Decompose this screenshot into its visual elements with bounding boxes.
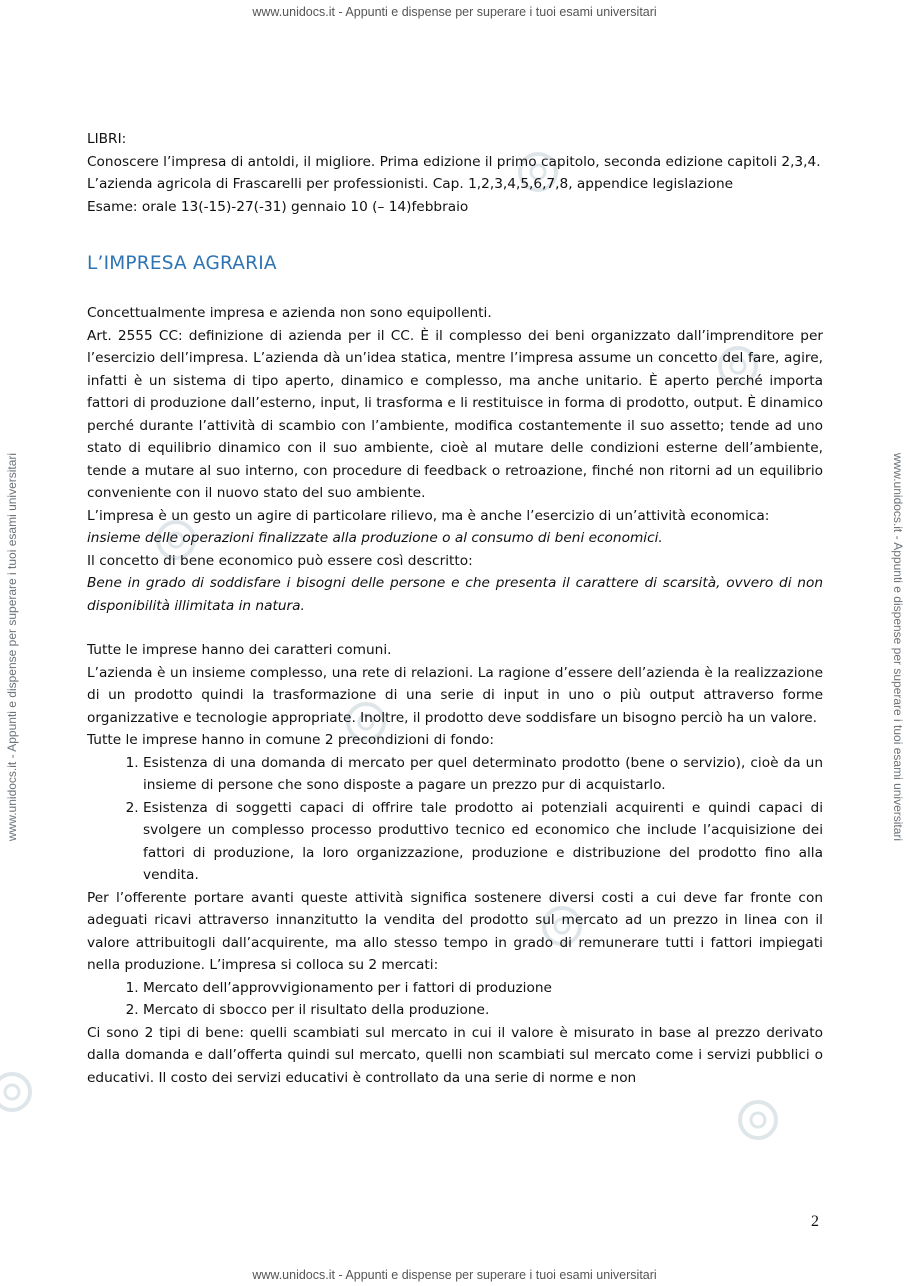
numbered-list	[87, 977, 823, 1022]
section-title: L’IMPRESA AGRARIA	[87, 253, 277, 274]
watermark-footer: www.unidocs.it - Appunti e dispense per superare i tuoi esami universitari	[252, 1268, 657, 1282]
italic-definition: Bene in grado di soddisfare i bisogni delle persone e che presenta il carattere di scarsità, ovvero di non disponibilità illimitata in natura.	[87, 575, 823, 614]
exam-dates: Esame: orale 13(-15)-27(-31) gennaio 10 (– 14)febbraio	[87, 198, 469, 215]
paragraph: L’impresa è un gesto un agire di particolare rilievo, ma è anche l’esercizio di un’attività economica:	[87, 507, 770, 524]
page-number: 2	[811, 1213, 819, 1230]
paragraph: Il concetto di bene economico può essere così descritto:	[87, 552, 473, 569]
list-item: 2. Esistenza di soggetti capaci di offrire tale prodotto ai potenziali acquirenti e quindi capaci di svolgere un complesso processo produttivo tecnico ed economico che include l’acquisizione dei fattori di produzione, la loro organizzazione, produzione e distribuzione del prodotto fino alla vendita.	[143, 797, 823, 887]
watermark-logo-icon	[0, 1070, 34, 1114]
numbered-list	[87, 752, 823, 887]
document-page	[87, 128, 823, 1089]
paragraph: Ci sono 2 tipi di bene: quelli scambiati sul mercato in cui il valore è misurato in base al prezzo derivato dalla domanda e dall’offerta quindi sul mercato, quelli non scambiati sul mercato come i servizi pubblici o educativi. Il costo dei servizi educativi è controllato da una serie di norme e non	[87, 1024, 823, 1086]
list-item: 2. Mercato di sbocco per il risultato della produzione.	[143, 999, 823, 1022]
paragraph: Tutte le imprese hanno dei caratteri comuni.	[87, 642, 392, 658]
watermark-header: www.unidocs.it - Appunti e dispense per superare i tuoi esami universitari	[252, 5, 657, 19]
watermark-logo-icon	[736, 1098, 780, 1142]
paragraph: Art. 2555 CC: definizione di azienda per il CC. È il complesso dei beni organizzato dall’imprenditore per l’esercizio dell’impresa. L’azienda dà un’idea statica, mentre l’impresa assume un concetto del fare, agire, infatti è un sistema di tipo aperto, dinamico e complesso, ma anche unitario. È aperto perché importa fattori di produzione dall’esterno, input, li trasforma e li restituisce in forma di prodotto, output. È dinamico perché durante l’attività di scambio con l’ambiente, modifica costantemente il suo assetto; tende ad uno stato di equilibrio dinamico con il suo ambiente, cioè al mutare delle condizioni esterne dell’ambiente, tende a mutare al suo interno, con procedure di feedback o retroazione, finché non ritorni ad un equilibrio conveniente con il nuovo stato del suo ambiente.	[87, 327, 823, 501]
paragraph: Per l’offerente portare avanti queste attività significa sostenere diversi costi a cui deve far fronte con adeguati ricavi attraverso innanzitutto la vendita del prodotto sul mercato ad un prezzo in linea con il valore attribuitogli dall’acquirente, ma allo stesso tempo in grado di remunerare tutti i fattori impiegati nella produzione. L’impresa si colloca su 2 mercati:	[87, 889, 823, 973]
watermark-side-right: www.unidocs.it - Appunti e dispense per superare i tuoi esami universitari	[891, 452, 905, 842]
italic-definition: insieme delle operazioni finalizzate alla produzione o al consumo di beni economici.	[87, 530, 663, 546]
paragraph: Concettualmente impresa e azienda non sono equipollenti.	[87, 305, 492, 321]
paragraph: Tutte le imprese hanno in comune 2 precondizioni di fondo:	[87, 732, 494, 748]
books-line-1: Conoscere l’impresa di antoldi, il migliore. Prima edizione il primo capitolo, seconda edizione capitoli 2,3,4.	[87, 153, 821, 170]
books-line-2: L’azienda agricola di Frascarelli per professionisti. Cap. 1,2,3,4,5,6,7,8, appendice legislazione	[87, 176, 734, 192]
list-item: 1. Esistenza di una domanda di mercato per quel determinato prodotto (bene o servizio), cioè da un insieme di persone che sono disposte a pagare un prezzo pur di acquistarlo.	[143, 752, 823, 797]
list-item: 1. Mercato dell’approvvigionamento per i fattori di produzione	[143, 977, 823, 1000]
watermark-side-left: www.unidocs.it - Appunti e dispense per superare i tuoi esami universitari	[5, 452, 19, 842]
books-heading: LIBRI:	[87, 131, 127, 147]
paragraph: L’azienda è un insieme complesso, una rete di relazioni. La ragione d’essere dell’azienda è la realizzazione di un prodotto quindi la trasformazione di una serie di input in uno o più output attraverso forme organizzative e tecnologie appropriate. Inoltre, il prodotto deve soddisfare un bisogno perciò ha un valore.	[87, 664, 823, 726]
